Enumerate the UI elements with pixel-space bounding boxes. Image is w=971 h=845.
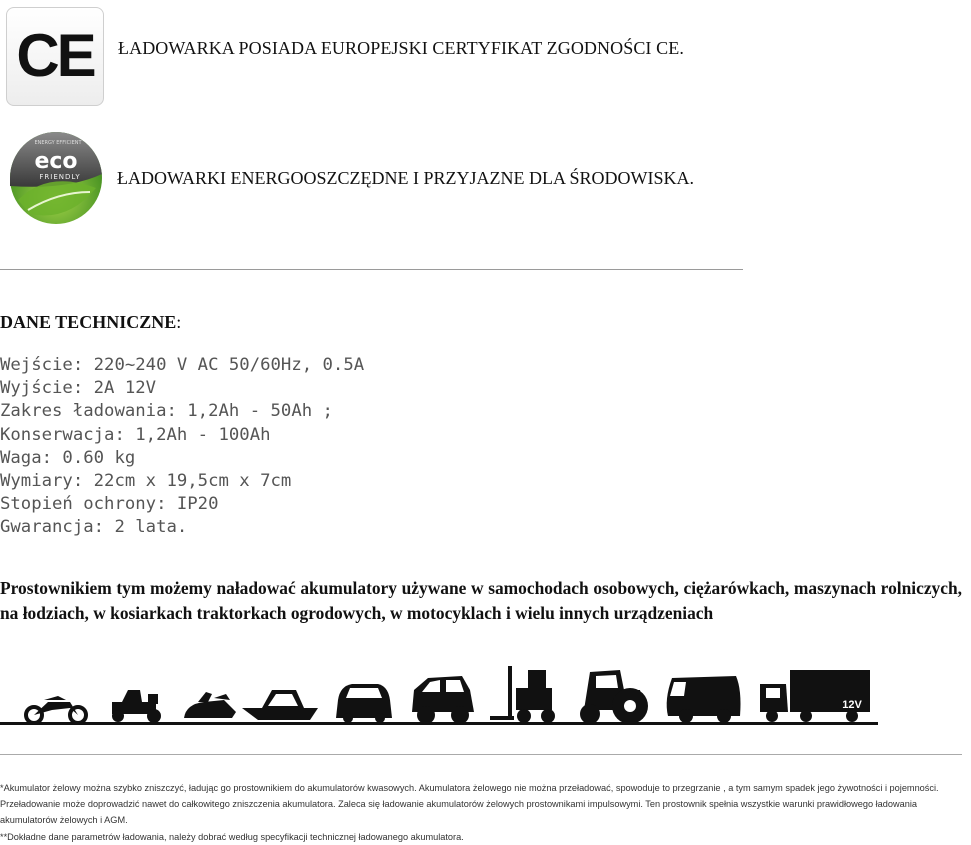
spec-maintenance: Konserwacja: 1,2Ah - 100Ah <box>0 424 271 445</box>
forklift-icon <box>490 666 555 723</box>
divider-top <box>0 269 743 270</box>
truck-icon <box>760 670 870 722</box>
usage-paragraph: Prostownikiem tym możemy naładować akumulatory używane w samochodach osobowych, ciężarówkach, maszynach rolniczych, na łodziach, w kosiarkach traktorkach ogrodowych, w motocyklach i wielu innych urządzeniach <box>0 578 962 623</box>
eco-friendly-logo <box>8 130 104 226</box>
suv-icon <box>412 676 474 724</box>
technical-data-heading-text: DANE TECHNICZNE <box>0 312 177 332</box>
ground-line <box>0 722 878 725</box>
truck-12v-label: 12V <box>842 699 862 711</box>
spec-dimensions: Wymiary: 22cm x 19,5cm x 7cm <box>0 471 292 492</box>
spec-output: Wyjście: 2A 12V <box>0 378 157 399</box>
eco-logo-main-text: eco <box>34 149 78 174</box>
footnote-gel-battery: *Akumulator żelowy można szybko zniszczyć, ładując go prostownikiem do akumulatorów kwasowych. Akumulatora żelowego nie można przeładować, spowoduje to przegrzanie , a tym samym spadek jego żywotności i pojemności. Przeładowanie może doprowadzić nawet do całkowitego zniszczenia akumulatora. Zaleca się ładowanie akumulatorów żelowych prostownikami impulsowymi. Ten prostownik spełnia wszystkie warunki prawidłowego ładowania akumulatorów żelowych i AGM. <box>0 783 939 826</box>
lawn-tractor-icon <box>112 690 161 723</box>
eco-leaf-icon <box>8 130 104 226</box>
car-icon <box>336 684 392 723</box>
tractor-icon <box>580 670 648 724</box>
divider-bottom <box>0 754 962 755</box>
ce-logo-text: CE <box>16 22 94 89</box>
footnote-charging-parameters: **Dokładne dane parametrów ładowania, należy dobrać według specyfikacji technicznej ładowanego akumulatora. <box>0 831 464 842</box>
van-icon <box>667 676 741 723</box>
boat-icon <box>242 690 318 720</box>
spec-protection: Stopień ochrony: IP20 <box>0 494 219 515</box>
spec-charging-range: Zakres ładowania: 1,2Ah - 50Ah ; <box>0 401 333 422</box>
footnotes <box>0 780 968 845</box>
spec-warranty: Gwarancja: 2 lata. <box>0 517 188 538</box>
ce-mark-icon <box>7 8 103 105</box>
jet-ski-icon <box>184 692 236 718</box>
eco-logo-top-text: ENERGY EFFICIENT <box>34 140 82 146</box>
eco-logo-sub-text: FRIENDLY <box>39 173 81 181</box>
spec-input: Wejście: 220~240 V AC 50/60Hz, 0.5A <box>0 355 365 375</box>
ce-certificate-text: ŁADOWARKA POSIADA EUROPEJSKI CERTYFIKAT ZGODNOŚCI CE. <box>118 38 684 58</box>
vehicle-icons-strip <box>0 660 880 730</box>
technical-data-heading-colon: : <box>176 312 182 332</box>
motorcycle-icon <box>26 696 86 723</box>
spec-list <box>0 354 364 540</box>
spec-weight: Waga: 0.60 kg <box>0 447 136 468</box>
ce-logo <box>6 7 104 106</box>
eco-friendly-text: ŁADOWARKI ENERGOOSZCZĘDNE I PRZYJAZNE DLA ŚRODOWISKA. <box>117 168 694 188</box>
technical-data-heading <box>0 312 181 333</box>
